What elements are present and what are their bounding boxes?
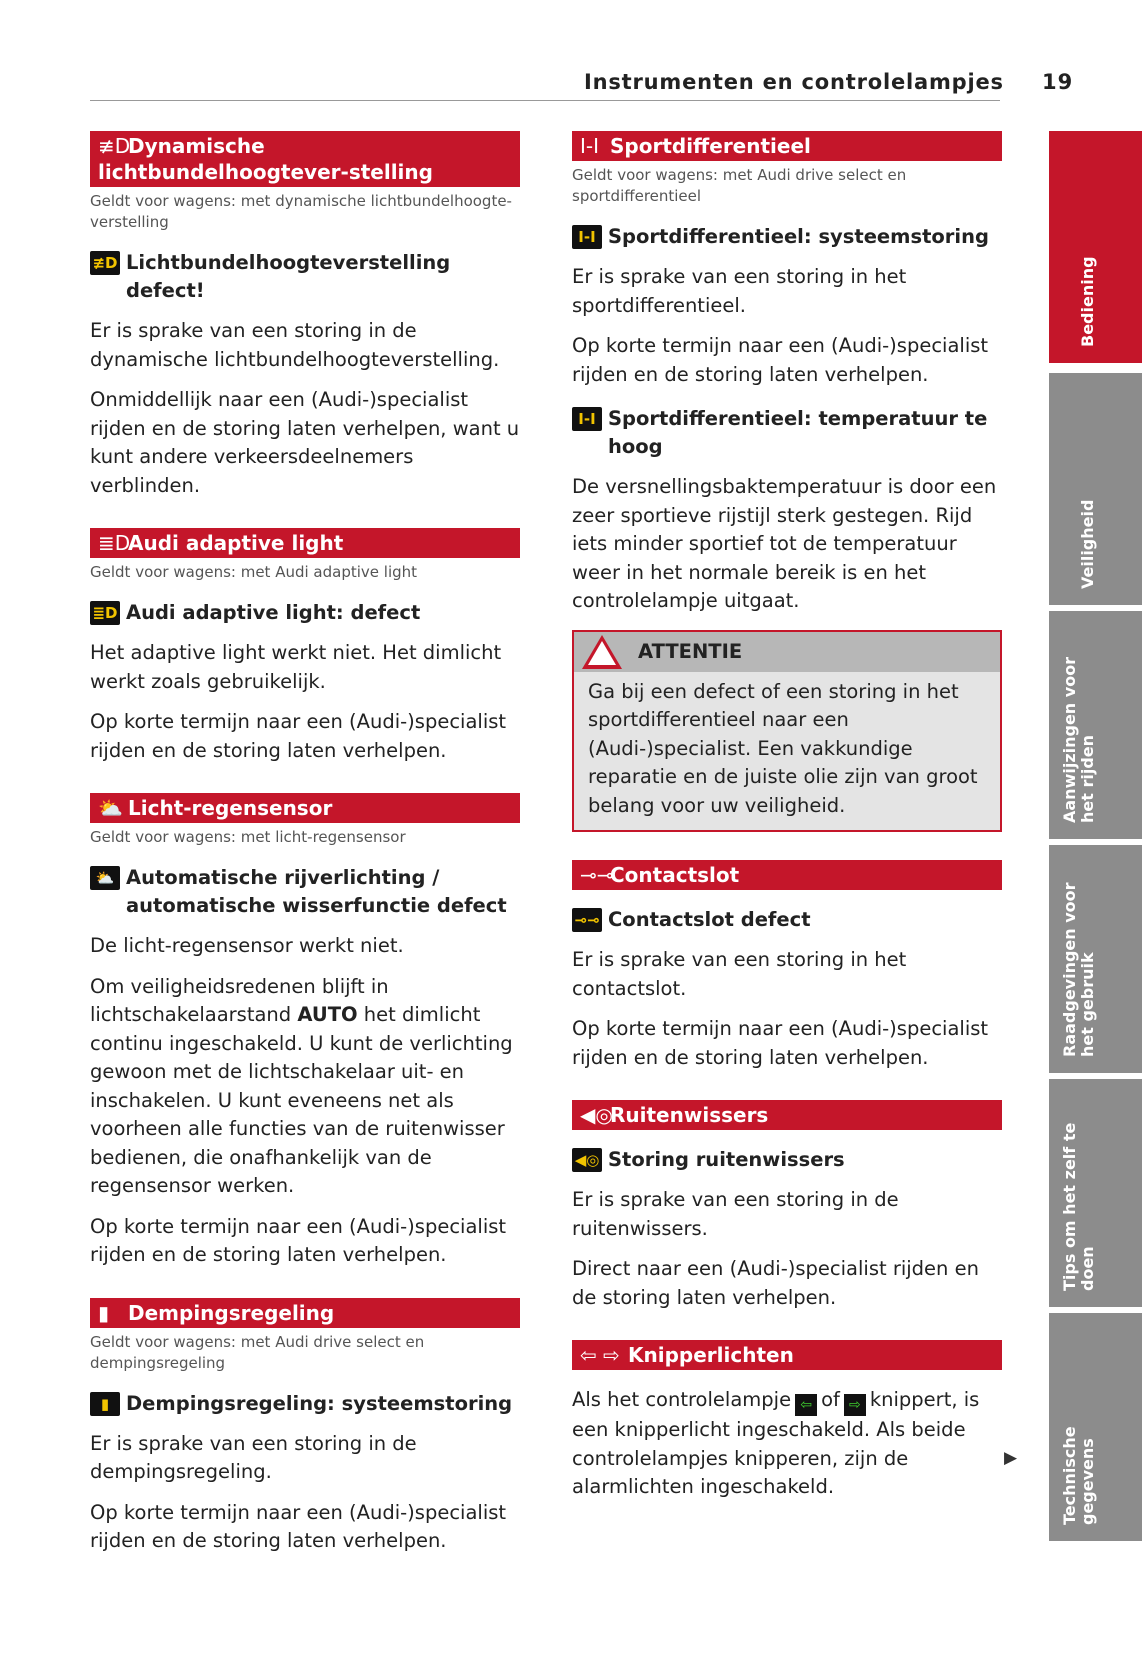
section-title: Licht-regensensor bbox=[128, 796, 333, 820]
warning-header bbox=[574, 632, 1000, 672]
section-bar-ruitenwissers bbox=[572, 1100, 1002, 1130]
warning-subheading bbox=[572, 906, 1002, 934]
applies-note: Geldt voor wagens: met dynamische lichtbundelhoogte-verstelling bbox=[90, 192, 512, 231]
section-title: Dempingsregeling bbox=[128, 1300, 335, 1325]
subheading-text: Contactslot defect bbox=[608, 908, 811, 931]
ignition-key-lamp-icon: ⊸⊸ bbox=[572, 908, 602, 932]
applies-note: Geldt voor wagens: met Audi adaptive light bbox=[90, 563, 418, 581]
applies-note: Geldt voor wagens: met Audi drive select en dempingsregeling bbox=[90, 1332, 425, 1372]
side-tab-tips[interactable] bbox=[1049, 1079, 1142, 1307]
paragraph bbox=[90, 973, 520, 1201]
side-tab-aanwijzingen[interactable] bbox=[1049, 611, 1142, 839]
sport-differential-icon: Ⅰ-Ⅰ bbox=[580, 134, 600, 158]
auto-switch-position: AUTO bbox=[297, 1003, 358, 1026]
applies-note: Geldt voor wagens: met Audi drive select en sportdifferentieel bbox=[572, 166, 907, 205]
turn-signal-right-lamp-icon: ⇨ bbox=[844, 1394, 866, 1416]
light-rain-sensor-icon: ⛅ bbox=[98, 796, 123, 820]
damping-icon: ▮ bbox=[98, 1300, 110, 1325]
warning-subheading bbox=[572, 1146, 1002, 1174]
page-number: 19 bbox=[1042, 70, 1074, 94]
paragraph: Direct naar een (Audi-)specialist rijden en de storing laten verhelpen. bbox=[572, 1257, 979, 1309]
paragraph-part: knippert, is een knipperlicht ingeschakeld. Als beide controlelampjes knipperen, zijn de alarmlichten ingeschakeld. bbox=[572, 1388, 980, 1499]
side-tab-label: Veiligheid bbox=[1078, 499, 1097, 589]
subheading-text: Audi adaptive light: defect bbox=[126, 601, 421, 624]
warning-subheading bbox=[90, 1390, 520, 1418]
subheading-text: Automatische rijverlichting / automatische wisserfunctie defect bbox=[126, 866, 507, 917]
subheading-text: Lichtbundelhoogteverstelling defect! bbox=[126, 251, 451, 302]
side-tab-label: Raadgevingen voor het gebruik bbox=[1060, 882, 1097, 1057]
warning-triangle-icon: ! bbox=[582, 635, 622, 669]
section-title: Contactslot bbox=[610, 863, 740, 887]
section-title: Dynamische lichtbundelhoogtever-stelling bbox=[98, 134, 433, 184]
paragraph: Op korte termijn naar een (Audi-)specialist rijden en de storing laten verhelpen. bbox=[572, 1017, 989, 1069]
paragraph: Op korte termijn naar een (Audi-)specialist rijden en de storing laten verhelpen. bbox=[90, 710, 507, 762]
warning-text: Ga bij een defect of een storing in het sportdifferentieel naar een (Audi-)specialist. Een vakkundige reparatie en de juiste olie zijn van groot belang voor uw veiligheid. bbox=[588, 679, 978, 817]
subheading-text: Dempingsregeling: systeemstoring bbox=[126, 1391, 513, 1415]
section-bar-audi-adaptive-light bbox=[90, 528, 520, 558]
paragraph: Op korte termijn naar een (Audi-)specialist rijden en de storing laten verhelpen. bbox=[90, 1214, 507, 1266]
warning-subheading bbox=[572, 223, 1002, 251]
wiper-icon: ◀◎ bbox=[580, 1103, 613, 1127]
turn-signal-left-lamp-icon: ⇦ bbox=[795, 1394, 817, 1416]
section-bar-dempingsregeling bbox=[90, 1298, 520, 1328]
damping-lamp-icon: ▮ bbox=[90, 1392, 120, 1416]
continue-arrow-icon: ▶ bbox=[1004, 1448, 1018, 1468]
section-bar-dynamische-lichtbundel bbox=[90, 131, 520, 187]
side-tab-label: Bediening bbox=[1078, 256, 1097, 347]
paragraph-part: het dimlicht continu ingeschakeld. U kunt de verlichting gewoon met de lichtschakelaar uit- en inschakelen. U kunt eveneens net als voorheen alle functies van de ruitenwisser bedienen, die onafhankelijk van de regensensor werken. bbox=[90, 1003, 513, 1197]
section-bar-sportdifferentieel bbox=[572, 131, 1002, 161]
subheading-text: Sportdifferentieel: temperatuur te hoog bbox=[608, 407, 988, 458]
paragraph: De licht-regensensor werkt niet. bbox=[90, 934, 404, 957]
warning-title: ATTENTIE bbox=[638, 640, 743, 663]
subheading-text: Sportdifferentieel: systeemstoring bbox=[608, 225, 989, 248]
adaptive-light-lamp-icon: ≣D bbox=[90, 601, 120, 625]
side-tab-label: Tips om het zelf te doen bbox=[1060, 1122, 1097, 1291]
adaptive-light-icon: ≣D bbox=[98, 531, 131, 555]
paragraph: Er is sprake van een storing in het sportdifferentieel. bbox=[572, 265, 907, 317]
section-title: Sportdifferentieel bbox=[610, 134, 811, 158]
sport-differential-lamp-icon: Ⅰ-Ⅰ bbox=[572, 407, 602, 431]
side-tab-raadgevingen[interactable] bbox=[1049, 845, 1142, 1073]
paragraph: Er is sprake van een storing in de ruitenwissers. bbox=[572, 1188, 899, 1240]
side-tab-veiligheid[interactable] bbox=[1049, 373, 1142, 605]
section-title: Audi adaptive light bbox=[128, 531, 344, 555]
right-column bbox=[572, 131, 1002, 1502]
left-column bbox=[90, 131, 520, 1556]
side-tab-technische-gegevens[interactable] bbox=[1049, 1313, 1142, 1541]
section-title: Ruitenwissers bbox=[610, 1103, 769, 1127]
wiper-lamp-icon: ◀◎ bbox=[572, 1148, 602, 1172]
side-tab-label: Aanwijzingen voor het rijden bbox=[1060, 656, 1097, 823]
paragraph: Op korte termijn naar een (Audi-)specialist rijden en de storing laten verhelpen. bbox=[572, 334, 989, 386]
warning-subheading bbox=[90, 249, 520, 305]
ignition-key-icon: ⊸⊸ bbox=[580, 863, 614, 887]
paragraph bbox=[572, 1386, 1002, 1502]
light-rain-sensor-lamp-icon: ⛅ bbox=[90, 866, 120, 890]
sport-differential-lamp-icon: Ⅰ-Ⅰ bbox=[572, 225, 602, 249]
paragraph-part: Om veiligheidsredenen blijft in lichtschakelaarstand bbox=[90, 974, 389, 1026]
paragraph: Er is sprake van een storing in de dynamische lichtbundelhoogteverstelling. bbox=[90, 319, 500, 371]
paragraph: Het adaptive light werkt niet. Het dimlicht werkt zoals gebruikelijk. bbox=[90, 641, 502, 693]
paragraph: Er is sprake van een storing in het contactslot. bbox=[572, 948, 907, 1000]
paragraph: Er is sprake van een storing in de dempingsregeling. bbox=[90, 1431, 417, 1483]
warning-box bbox=[572, 630, 1002, 833]
paragraph-part: of bbox=[821, 1388, 840, 1411]
warning-subheading bbox=[572, 405, 1002, 461]
turn-signal-icon: ⇦ ⇨ bbox=[580, 1343, 620, 1367]
page-header-title: Instrumenten en controlelampjes bbox=[584, 70, 1004, 94]
paragraph: De versnellingsbaktemperatuur is door een zeer sportieve rijstijl sterk gestegen. Rijd iets minder sportief tot de temperatuur weer in het normale bereik is en het controlelampje uitgaat. bbox=[572, 475, 997, 612]
headlight-range-icon: ≢D bbox=[98, 134, 131, 158]
subheading-text: Storing ruitenwissers bbox=[608, 1148, 845, 1171]
side-tab-bediening[interactable] bbox=[1049, 131, 1142, 363]
section-bar-knipperlichten bbox=[572, 1340, 1002, 1370]
header-rule bbox=[90, 100, 1000, 101]
paragraph: Onmiddellijk naar een (Audi-)specialist rijden en de storing laten verhelpen, want u kunt andere verkeersdeelnemers verblinden. bbox=[90, 388, 520, 497]
warning-subheading bbox=[90, 599, 520, 627]
warning-subheading bbox=[90, 864, 520, 920]
headlight-range-lamp-icon: ≢D bbox=[90, 251, 120, 275]
paragraph: Op korte termijn naar een (Audi-)specialist rijden en de storing laten verhelpen. bbox=[90, 1500, 507, 1552]
side-tab-label: Technische gegevens bbox=[1060, 1426, 1097, 1525]
section-bar-contactslot bbox=[572, 860, 1002, 890]
section-bar-licht-regensensor bbox=[90, 793, 520, 823]
paragraph-part: Als het controlelampje bbox=[572, 1388, 792, 1411]
section-title: Knipperlichten bbox=[628, 1343, 794, 1367]
applies-note: Geldt voor wagens: met licht-regensensor bbox=[90, 828, 406, 846]
